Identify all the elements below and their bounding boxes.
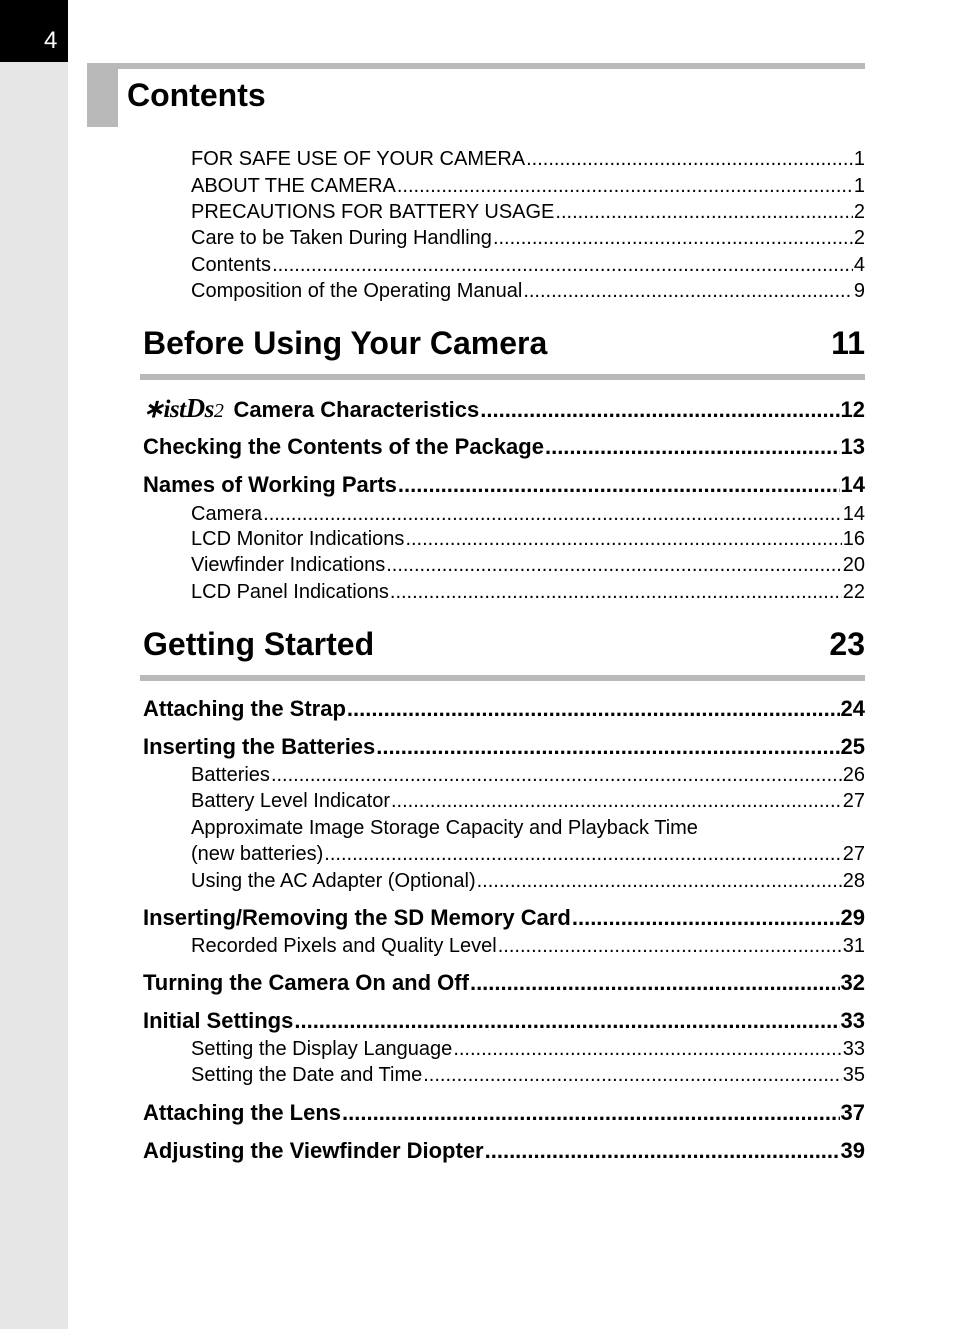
- toc-entry-battery-precautions[interactable]: PRECAUTIONS FOR BATTERY USAGE ..... 2: [191, 200, 865, 224]
- toc-entry-contents[interactable]: Contents ..... 4: [191, 253, 865, 277]
- toc-entry-handling-care[interactable]: Care to be Taken During Handling ..... 2: [191, 226, 865, 250]
- ist-ds2-logo: ∗istDs2: [143, 394, 224, 423]
- toc-entry-initial-settings[interactable]: Initial Settings ..... 33: [143, 1007, 865, 1035]
- toc-entry-storage-capacity[interactable]: (new batteries) ..... 27: [191, 842, 865, 866]
- section-rule: [140, 675, 865, 681]
- toc-entry-display-language[interactable]: Setting the Display Language ..... 33: [191, 1037, 865, 1061]
- contents-header: [87, 63, 865, 127]
- page-number-tab: [0, 0, 68, 62]
- toc-entry-viewfinder[interactable]: Viewfinder Indications ..... 20: [191, 553, 865, 577]
- contents-header-bar: [87, 63, 865, 69]
- section-rule: [140, 374, 865, 380]
- toc-entry-batteries-insert[interactable]: Inserting the Batteries ..... 25: [143, 733, 865, 761]
- toc-entry-manual-composition[interactable]: Composition of the Operating Manual ..... 9: [191, 279, 865, 303]
- toc-entry-strap[interactable]: Attaching the Strap ..... 24: [143, 695, 865, 723]
- toc-entry-sd-card[interactable]: Inserting/Removing the SD Memory Card ..... 29: [143, 904, 865, 932]
- toc-entry-about-camera[interactable]: ABOUT THE CAMERA ..... 1: [191, 174, 865, 198]
- toc-entry-working-parts[interactable]: Names of Working Parts ..... 14: [143, 471, 865, 499]
- toc-entry-lcd-panel[interactable]: LCD Panel Indications ..... 22: [191, 580, 865, 604]
- section-heading-getting-started[interactable]: Getting Started 23: [143, 626, 865, 662]
- toc-entry-camera[interactable]: Camera ..... 14: [191, 502, 865, 526]
- contents-title: Contents: [127, 77, 266, 113]
- toc-entry-lens[interactable]: Attaching the Lens ..... 37: [143, 1099, 865, 1127]
- toc-entry-package-contents[interactable]: Checking the Contents of the Package ..... 13: [143, 433, 865, 461]
- contents-header-box: [87, 63, 118, 127]
- left-margin-strip: [0, 0, 68, 1329]
- toc-entry-safe-use[interactable]: FOR SAFE USE OF YOUR CAMERA ..... 1: [191, 147, 865, 171]
- toc-entry-diopter[interactable]: Adjusting the Viewfinder Diopter ..... 39: [143, 1137, 865, 1165]
- toc-entry-ac-adapter[interactable]: Using the AC Adapter (Optional) ..... 28: [191, 869, 865, 893]
- toc-entry-camera-characteristics[interactable]: ∗istDs2 Camera Characteristics ..... 12: [143, 394, 865, 425]
- section-heading-before-using[interactable]: Before Using Your Camera 11: [143, 325, 865, 361]
- toc-entry-lcd-monitor[interactable]: LCD Monitor Indications ..... 16: [191, 527, 865, 551]
- toc-entry-storage-capacity-line1[interactable]: Approximate Image Storage Capacity and Playback Time: [191, 817, 698, 839]
- toc-entry-recorded-pixels[interactable]: Recorded Pixels and Quality Level ..... 31: [191, 934, 865, 958]
- page-number: 4: [44, 27, 58, 54]
- toc-entry-date-time[interactable]: Setting the Date and Time ..... 35: [191, 1063, 865, 1087]
- toc-entry-battery-level[interactable]: Battery Level Indicator ..... 27: [191, 789, 865, 813]
- toc-entry-batteries[interactable]: Batteries ..... 26: [191, 763, 865, 787]
- toc-entry-power[interactable]: Turning the Camera On and Off ..... 32: [143, 969, 865, 997]
